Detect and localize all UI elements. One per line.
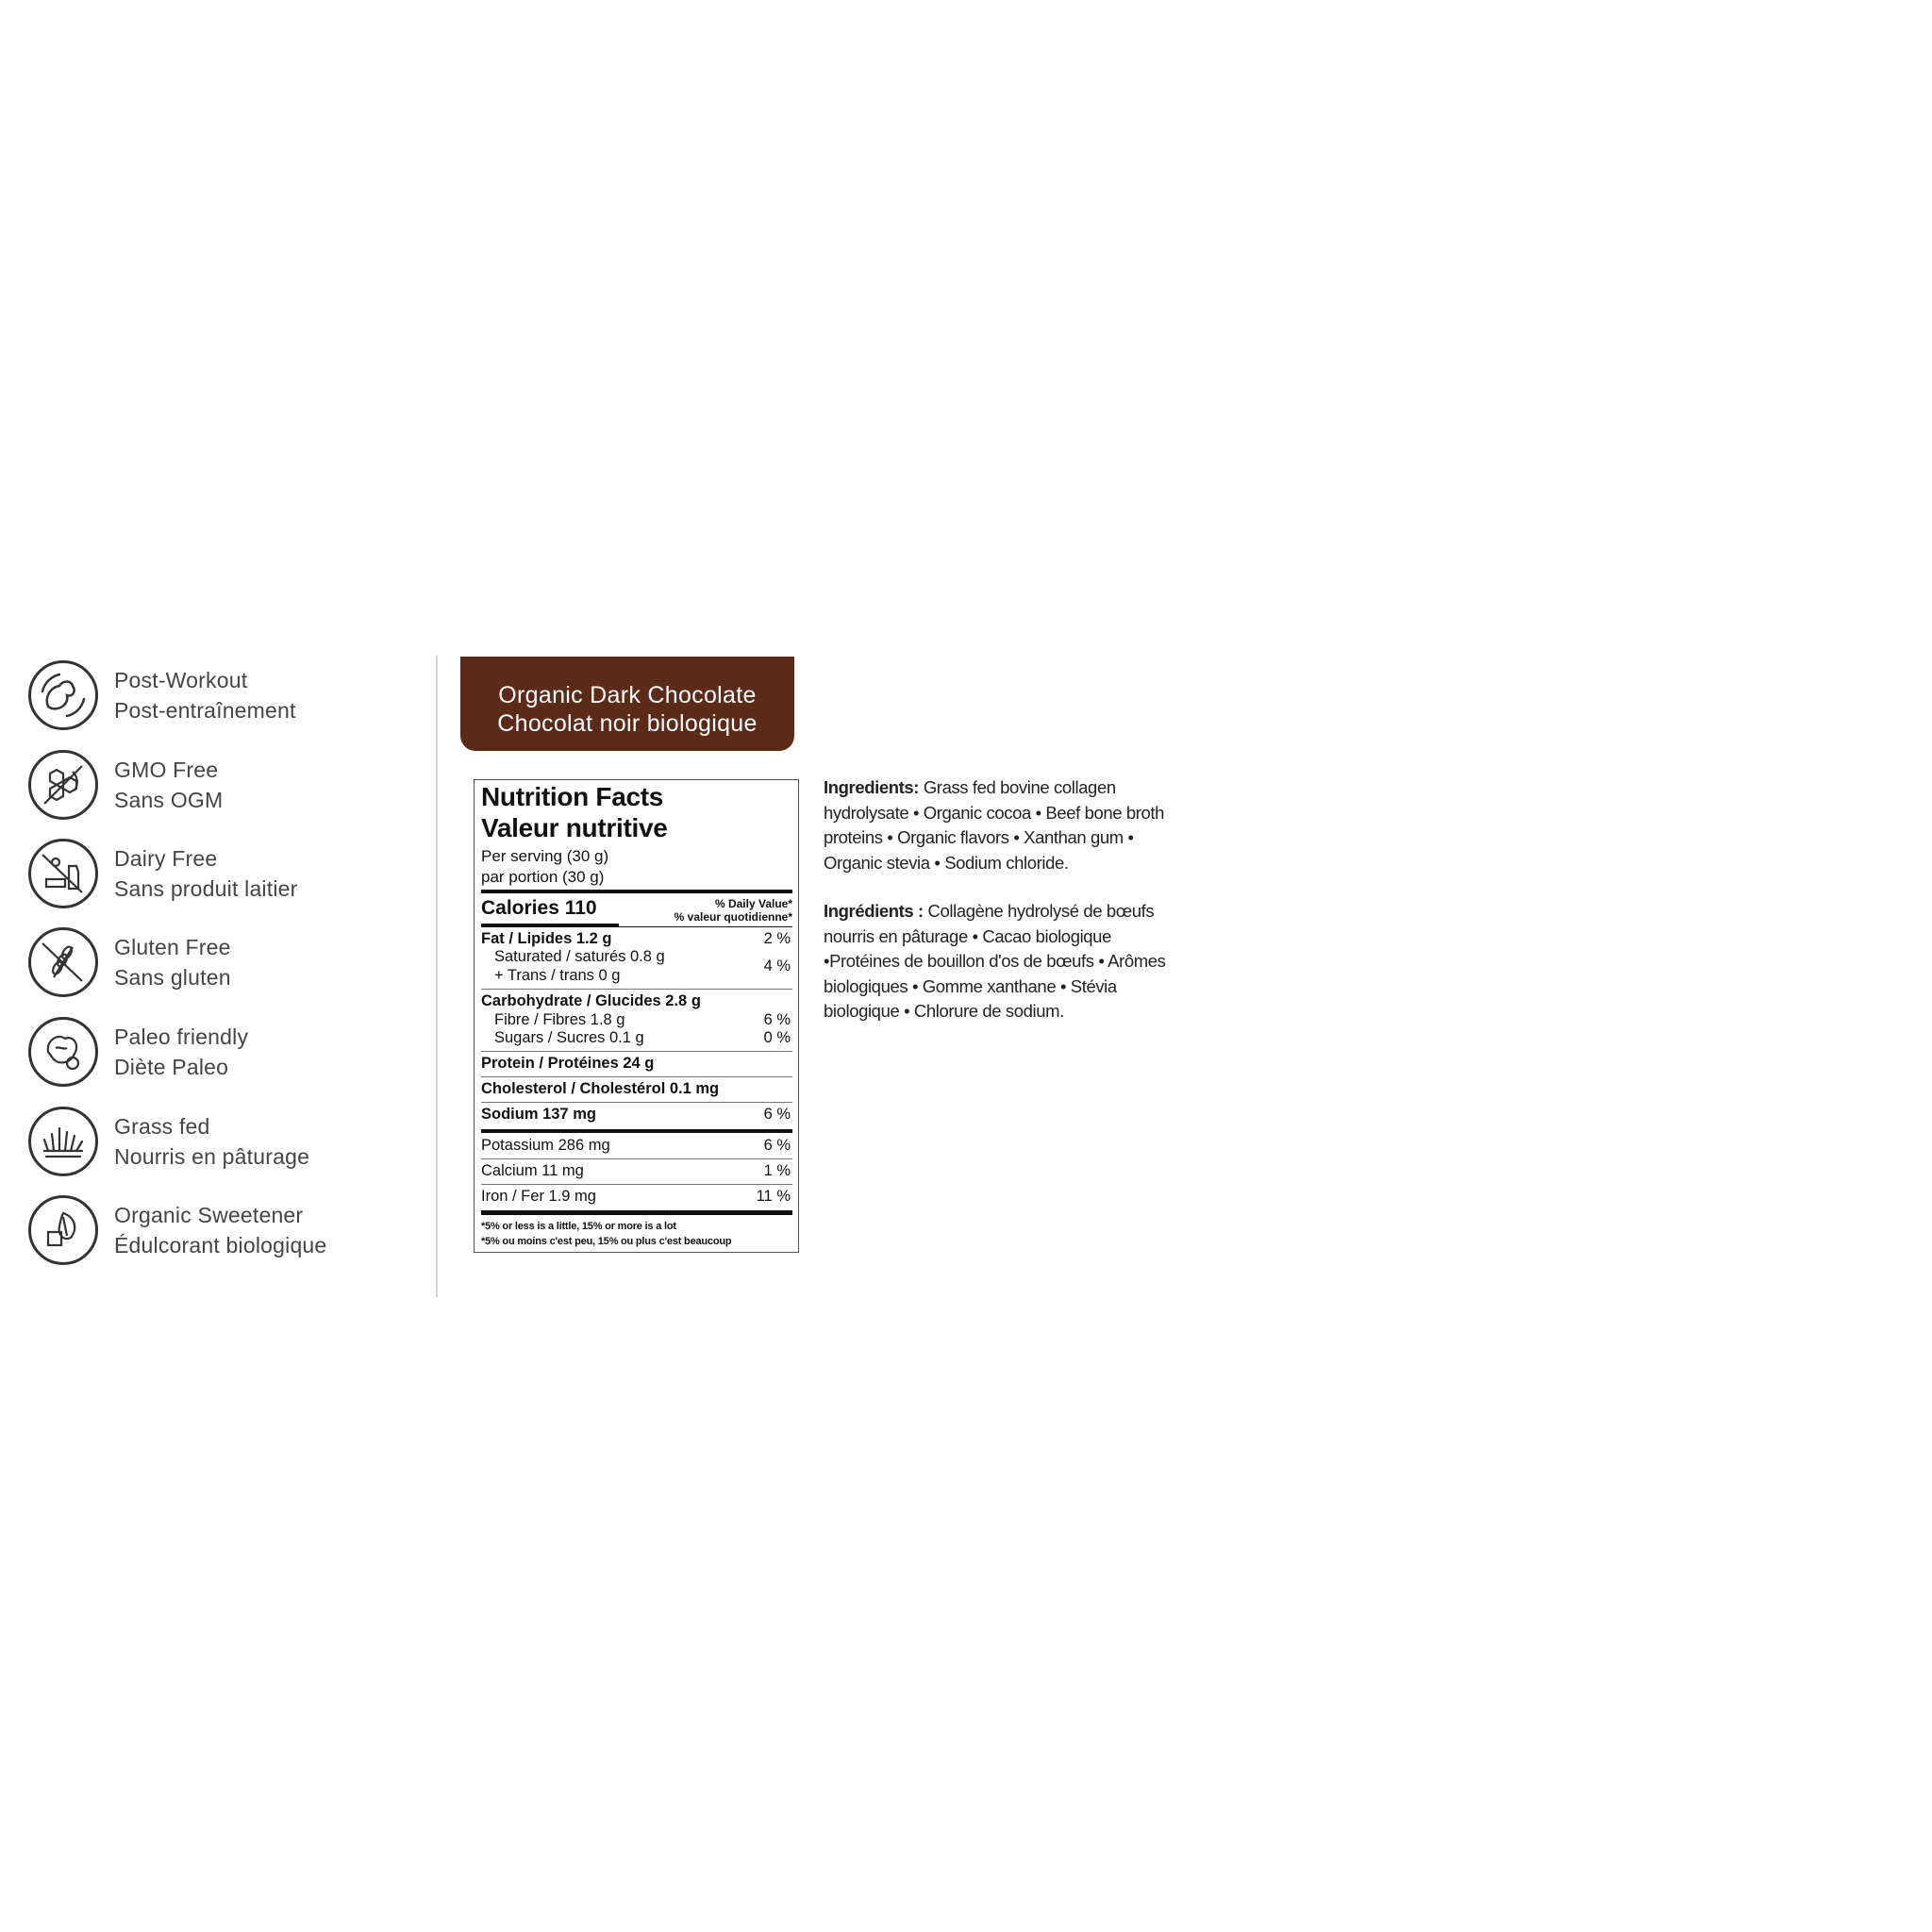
thin-rule — [481, 1158, 792, 1159]
row-label: Fibre / Fibres 1.8 g — [494, 1011, 625, 1028]
thin-rule — [481, 989, 792, 990]
claim-fr: Sans gluten — [114, 965, 231, 990]
row-sugars — [481, 1029, 791, 1048]
serving-fr: par portion (30 g) — [481, 868, 605, 886]
claim-fr: Diète Paleo — [114, 1055, 229, 1079]
ingredients-fr-label: Ingrédients : — [824, 901, 924, 921]
row-label: Potassium 286 mg — [481, 1137, 610, 1154]
claim-gluten-free — [26, 927, 423, 1008]
footnote-en: *5% or less is a little, 15% or more is a lot — [481, 1221, 676, 1232]
row-sodium — [481, 1106, 791, 1124]
serving-en: Per serving (30 g) — [481, 847, 609, 865]
claim-fr: Édulcorant biologique — [114, 1233, 327, 1257]
thick-rule — [481, 1210, 792, 1215]
dairy-free-icon — [28, 839, 98, 908]
claim-en: Paleo friendly — [114, 1024, 249, 1049]
flavour-fr: Chocolat noir biologique — [497, 710, 758, 737]
leaf-sweetener-icon — [28, 1195, 98, 1265]
flexed-arm-icon — [28, 660, 98, 730]
row-potassium — [481, 1137, 791, 1156]
thick-rule — [481, 1129, 792, 1133]
thin-rule — [481, 1076, 792, 1077]
row-label: Protein / Protéines 24 g — [481, 1055, 655, 1072]
row-pct: 6 % — [763, 1137, 791, 1154]
row-calcium — [481, 1162, 791, 1181]
thin-rule — [481, 1184, 792, 1185]
claim-fr: Sans OGM — [114, 788, 224, 812]
row-pct: 11 % — [756, 1188, 791, 1205]
row-protein — [481, 1055, 791, 1074]
row-pct: 6 % — [763, 1106, 791, 1123]
row-label: Cholesterol / Cholestérol 0.1 mg — [481, 1080, 720, 1097]
footnote-fr: *5% ou moins c'est peu, 15% ou plus c'est beaucoup — [481, 1236, 732, 1247]
row-pct: 1 % — [763, 1162, 791, 1179]
ingredients-en-text: Grass fed bovine collagen hydrolysate • Organic cocoa • Beef bone broth proteins • Organic flavors • Xanthan gum • Organic stevia • Sodium chloride. — [824, 777, 1165, 873]
ingredients-en — [824, 775, 1182, 875]
claim-gmo-free — [26, 750, 423, 831]
paleo-icon — [28, 1017, 98, 1087]
claim-en: Grass fed — [114, 1114, 210, 1139]
claim-en: Dairy Free — [114, 846, 218, 871]
nutrition-facts-table — [474, 779, 799, 1253]
ingredients-en-label: Ingredients: — [824, 777, 920, 797]
grass-icon — [28, 1107, 98, 1176]
row-trans — [481, 967, 791, 986]
claim-dairy-free — [26, 839, 423, 920]
claim-en: GMO Free — [114, 758, 219, 782]
row-iron — [481, 1188, 791, 1207]
claim-en: Post-Workout — [114, 668, 248, 692]
row-pct: 2 % — [763, 930, 791, 947]
row-label: Saturated / saturés 0.8 g — [494, 948, 665, 965]
claim-fr: Post-entraînement — [114, 698, 296, 723]
ingredients-fr — [824, 899, 1182, 1024]
row-fat — [481, 930, 791, 949]
claim-grass-fed — [26, 1107, 423, 1188]
gmo-free-icon — [28, 750, 98, 820]
row-fibre — [481, 1011, 791, 1030]
nutrition-title-en: Nutrition Facts — [481, 782, 664, 811]
row-label: Iron / Fer 1.9 mg — [481, 1188, 596, 1205]
row-label: Sodium 137 mg — [481, 1106, 596, 1123]
row-pct: 0 % — [763, 1029, 791, 1046]
claim-post-workout — [26, 660, 423, 741]
row-carbohydrate — [481, 992, 791, 1011]
row-label: Calcium 11 mg — [481, 1162, 584, 1179]
row-label: Sugars / Sucres 0.1 g — [494, 1029, 644, 1046]
nutrition-title-fr: Valeur nutritive — [481, 813, 668, 842]
claim-en: Gluten Free — [114, 935, 231, 959]
daily-value-header — [675, 897, 792, 924]
row-pct: 6 % — [763, 1011, 791, 1028]
gluten-free-icon — [28, 927, 98, 997]
calories: Calories 110 — [481, 897, 597, 919]
claim-fr: Nourris en pâturage — [114, 1144, 310, 1169]
claim-organic-sweetener — [26, 1195, 423, 1276]
thin-rule — [481, 1051, 792, 1052]
claim-fr: Sans produit laitier — [114, 876, 298, 901]
thick-rule — [481, 890, 792, 893]
dv-en: % Daily Value* — [714, 897, 792, 910]
row-pct: 4 % — [763, 958, 791, 974]
row-label: + Trans / trans 0 g — [494, 967, 621, 984]
column-divider — [436, 656, 438, 1297]
row-cholesterol — [481, 1080, 791, 1099]
thin-rule — [481, 1102, 792, 1103]
row-label: Carbohydrate / Glucides 2.8 g — [481, 992, 701, 1009]
row-saturated — [481, 948, 791, 974]
claim-paleo — [26, 1017, 423, 1098]
thin-rule — [481, 926, 792, 927]
flavour-en: Organic Dark Chocolate — [498, 682, 757, 708]
row-label: Fat / Lipides 1.2 g — [481, 930, 612, 947]
flavour-banner — [460, 657, 794, 751]
claim-en: Organic Sweetener — [114, 1203, 304, 1227]
dv-fr: % valeur quotidienne* — [674, 910, 792, 924]
ingredients-fr-text: Collagène hydrolysé de bœufs nourris en pâturage • Cacao biologique •Protéines de bouillon d'os de bœufs • Arômes biologiques • Gomme xanthane • Stévia biologique • Chlorure de sodium. — [824, 901, 1166, 1021]
